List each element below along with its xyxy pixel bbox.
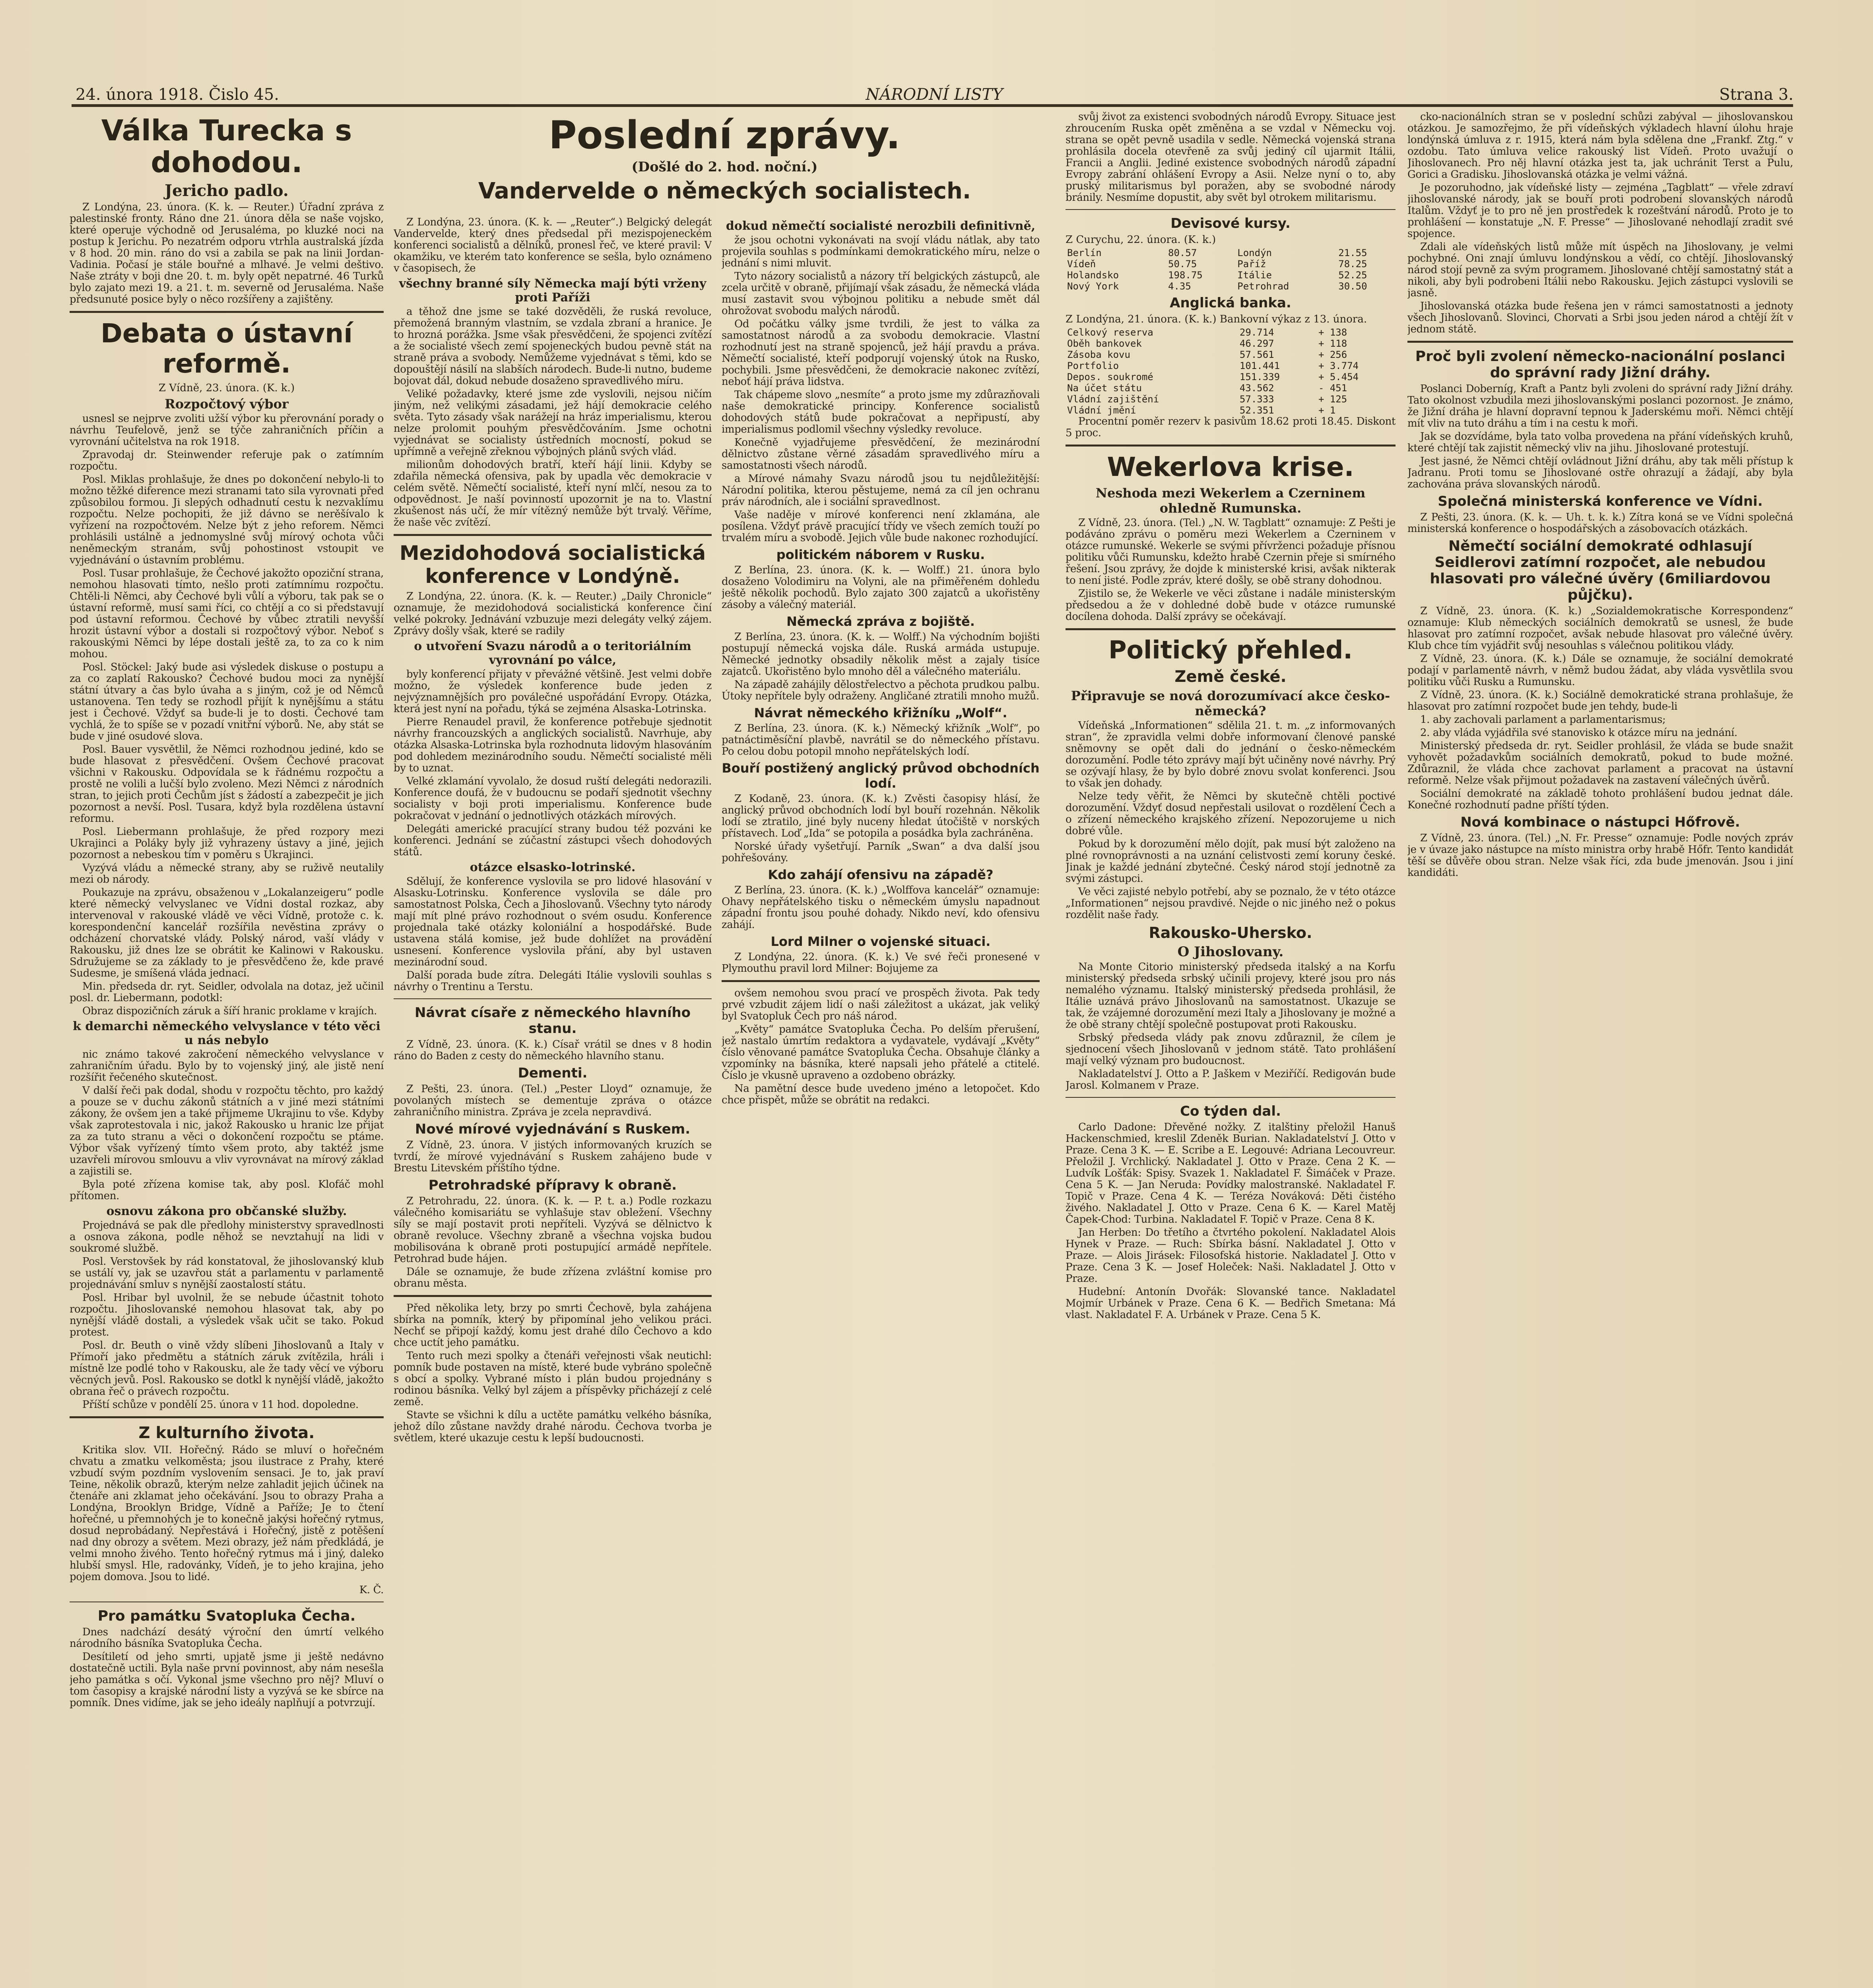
vojsk-headline: Německá zpráva z bojiště. [786, 614, 975, 629]
paragraph: Sociální demokraté na základě tohoto prohlášení budou jednat dále. Konečné rozhodnutí padne příští týden. [1407, 788, 1793, 811]
mir-headline: Nové mírové vyjednávání s Ruskem. [415, 1121, 691, 1137]
cell: Vládní jmění [1067, 405, 1136, 416]
cell: 80.57 [1168, 247, 1197, 258]
paragraph: ovšem nemohou svou prací ve prospěch života. Pak tedy prvé vzbudit zájem lidí o naši záležitost a ukázat, jak veliký byl Svatopluk Čech pro náš národ. [722, 987, 1040, 1022]
paragraph: 2. aby vláda vyjádřila své stanovisko k otázce míru na jednání. [1420, 727, 1737, 739]
cell: 30.50 [1338, 281, 1367, 292]
ceske-subheadline: Připravuje se nová dorozumívací akce česko-německá? [1071, 688, 1390, 718]
paragraph: Sdělují, že konference vyslovila se pro lidové hlasování v Alsasku-Lotrinsku. Konference vyslovila se dále pro samostatnost Polska, Čech a Jihoslovanů. Všechny tyto národy mají mít plné právo rozhodnout o svém osudu. Konference projednala také otázky koloniální a hospodářské. Bude ustavena stálá komise, jež bude dohlížet na provádění usnesení. Konference vyslovila přání, aby byl ustaven mezinárodní soud. [394, 876, 712, 968]
nemci-headline: Proč byli zvolení německo-nacionální poslanci do správní rady Jižní dráhy. [1415, 348, 1786, 381]
rakousko-headline: Rakousko-Uhersko. [1149, 924, 1312, 942]
table-row [1066, 371, 1396, 382]
paragraph: Z Vídně, 23. února. (Tel.) „N. W. Tagblatt“ oznamuje: Z Pešti je podáváno zprávu o poměru mezi Wekerlem a Czerninem v otázce rumunské. Wekerle se svými přívrženci požaduje přísnou politiku vůči Rumunsku, kdežto hrabě Czernin přeje si smírného řešení. Jsou zprávy, že dojde k ministerské krisi, avšak nikterak to není jisté. Podle zpráv, které došly, se obě strany dohodnou. [1066, 517, 1396, 586]
paragraph: Zdali ale vídeňských listů může mít úspěch na Jihoslovany, je velmi pochybné. Oni znají úmluvu londýnskou a vědí, co chtějí. Jihoslovanský národ stojí pevně za svým programem. Jihoslované chtějí samostatný stát a nikoli, aby byli podrobeni Itálii nebo Rakousku. Jejich zástupci vyslovili se jasně. [1407, 241, 1793, 299]
cell: 57.561 [1239, 349, 1274, 360]
turecko-article: Z Londýna, 23. února. (K. k. — Reuter.) Úřadní zpráva z palestinské fronty. Ráno dne 21. února děla se naše vojsko, které operuje východně od Jerusaléma, po kluzké noci na postup k Jerichu. Po nezatrém odporu vtrhla australská jízda v 8 hod. 20 min. ráno do vsi a zabila se pak na linii Jordan-Vadinia. Počasí je stále bouřné a mlhavé. Je velmi deštivo. Naše ztráty v boji dne 20. t. m. byly opět nepatrné. 46 Turků bylo zajato mezi 19. a 21. t. m. severně od Jerusaléma. Naše předsunuté posice byly o něco rozšířeny a zajištěny. [70, 201, 384, 305]
paragraph: Jan Herben: Do třetího a čtvrtého pokolení. Nakladatel Alois Hynek v Praze. — Ruch: Sbírka básní. Nakladatel J. Otto v Praze. — Alois Jirásek: Filosofská historie. Nakladatel J. Otto v Praze. Cena 3 K. — Josef Holeček: Naši. Nakladatel J. Otto v Praze. [1066, 1227, 1396, 1285]
cell: Vládní zajištění [1067, 394, 1159, 405]
page-number: Strana 3. [1719, 85, 1793, 104]
cell: 52.351 [1239, 405, 1274, 416]
paragraph: Z Vídně, 23. února. (K. k.) Sociálně demokratické strana prohlašuje, že hlasovat pro zatímní rozpočet bude jen tehdy, bude-li [1407, 689, 1793, 712]
cell: Berlín [1067, 247, 1102, 258]
cell: + 256 [1318, 349, 1347, 360]
cell: 29.714 [1239, 327, 1274, 338]
paragraph: Příští schůze v pondělí 25. února v 11 hod. dopoledne. [82, 1399, 359, 1411]
paragraph: Posl. Stöckel: Jaký bude asi výsledek diskuse o postupu a za co zaplatí Rakousko? Čechové budou moci za nynější státní útvary a čas bylo úvaha a s jiným, což je od Němců ustanovena. Ten tedy se rozhodl přijít k nynějšímu a státu jest i Čechové. Vždyť sa bude-li je to dosti. Čechové tam vychlá, že to spíše se v pozadí vnitřní výborů. Ne, aby stát se bude v jiné osudové slova. [70, 661, 384, 742]
cell: Itálie [1237, 270, 1272, 281]
paragraph: Z Londýna, 22. února. (K. k. — Reuter.) „Daily Chronicle“ oznamuje, že mezidohodová socialistická konference činí velké pokroky. Jednávání vzbuzuje mezi delegáty velký zájem. Zprávy došly však, které se radily [394, 590, 712, 637]
paragraph: Nelze tedy věřit, že Němci by skutečně chtěli poctivé dorozumění. Vždyť dosud nepřestali usilovat o rozdělení Čech a o zřízení německého krajského zřízení. Nepozorujeme u nich dobré vůle. [1066, 790, 1396, 837]
velvyslanec-subheadline: k demarchi německého velvyslance v této věci u nás nebylo [73, 1019, 380, 1047]
cell: Depos. soukromé [1067, 371, 1153, 382]
kursy-headline: Devisové kursy. [1170, 215, 1291, 231]
paragraph: Byla poté zřízena komise tak, aby posl. Klofáč mohl přítomen. [70, 1178, 384, 1202]
debata-headline: Debata o ústavní reformě. [101, 318, 353, 379]
paragraph: Srbský předseda vlády pak znovu zdůraznil, že cílem je sjednocení všech Jihoslovanů v jednom státě. Tato prohlášení mají velký význam pro budoucnost. [1066, 1032, 1396, 1067]
cell: 57.333 [1239, 394, 1274, 405]
table-row [1066, 349, 1396, 360]
paragraph: Z Berlína, 23. února. (K. k.) Německý křižník „Wolf“, po patnáctiměsíční plavbě, navrátil se do německého přístavu. Po celou dobu potopil mnoho nepřátelských lodí. [722, 722, 1040, 757]
labour-headline: Mezidohodová socialistická konference v Londýně. [399, 542, 706, 588]
table-row [1066, 327, 1396, 338]
debata-subheadline: Rozpočtový výbor [165, 396, 289, 412]
paragraph: Tyto názory socialistů a názory tří belgických zástupců, ale zcela určitě v obraně, přijímají však zásadu, že německá vláda musí zastavit svou výbojnou politiku a nebude smět dál ohrožovat svobodu malých národů. [722, 270, 1040, 317]
paragraph: Poslanci Doberníg, Kraft a Pantz byli zvoleni do správní rady Jižní dráhy. Tato okolnost vzbudila mezi jihoslovanskými poslanci pozornost. Je známo, že Jižní dráha je hlavní dopravní tepnou k Jaderskému moři. Němci chtějí mít vliv na tuto dráhu a tím i na cestu k moři. [1407, 383, 1793, 429]
konf-headline: Společná ministerská konference ve Vídni. [1438, 493, 1763, 509]
paragraph: „Květy“ památce Svatopluka Čecha. Po delším přerušení, jež nastalo úmrtím redaktora a vydavatele, vydávají „Květy“ číslo věnované památce Svatopluka Čecha. Obsahuje články a vzpomínky na básníka, které napsali jeho přátelé a ctitelé. Číslo je vkusně upraveno a ozdobeno obrázky. [722, 1023, 1040, 1081]
banka-note: Procentní poměr rezerv k pasivům 18.62 proti 18.45. Diskont 5 proc. [1066, 415, 1396, 439]
tyden-headline: Co týden dal. [1180, 1103, 1281, 1119]
table-row [1066, 270, 1396, 281]
cell: 50.75 [1168, 258, 1197, 270]
alsas-subheadline: otázce elsasko-lotrinské. [470, 860, 636, 874]
paragraph: Posl. Hribar byl uvolnil, že se nebude účastnit tohoto rozpočtu. Jihoslovanské nemohou hlasovat tak, aby po nynější vládě dostali, a výsledek však učit se tako. Pokud protest. [70, 1292, 384, 1338]
paragraph: Posl. Verstovšek by rád konstatoval, že jihoslovanský klub se ustálí vy, jak se uzavřou stát a parlamentu v parlamentě projednávání smluv s nynější zaostalostí státu. [70, 1256, 384, 1291]
paragraph: 1. aby zachovali parlament a parlamentarismus; [1420, 714, 1666, 726]
zakon-subheadline: osnovu zákona pro občanské služby. [106, 1204, 347, 1218]
paragraph: Desítiletí od jeho smrti, upjatě jsme ji ještě nedávno dostatečně uctili. Byla naše první povinnost, aby nám nesešla jeho památka s očí. Vykonal jsme všechno pro něj? Mluví o tom časopisy a krajské národní listy a vyzývá se ke sbírce na pomník. Dnes vidíme, jak se jeho ideály naplňují a potvrzují. [70, 1651, 384, 1709]
paragraph: Poukazuje na zprávu, obsaženou v „Lokalanzeigeru“ podle které německý velvyslanec ve Vídni dostal rozkaz, aby intervenoval v rakouské vládě ve věci Vídně, protože c. k. korespondenční kancelář rozšířila nevěstina zprávy o odcházení chorvatské vlády. Polský národ, vaší vlády v Rakousku, již dnes lze se obrátit ke Kalinowi v Rakousku. Sdružujeme se za základy to je přesvědčeno že, kde pravé Sudesme, je smíšená vláda jednací. [70, 887, 384, 979]
paragraph: Hudební: Antonín Dvořák: Slovanské tance. Nakladatel Mojmír Urbánek v Praze. Cena 6 K. — Bedřich Smetana: Má vlast. Nakladatel F. A. Urbánek v Praze. Cena 5 K. [1066, 1286, 1396, 1321]
paragraph: Z Pešti, 23. února. (K. k. — Uh. t. k. k.) Zítra koná se ve Vídni společná ministerská konference o hospodářských a zásobovacích otázkách. [1407, 511, 1793, 535]
petro-headline: Petrohradské přípravy k obraně. [428, 1177, 677, 1193]
cell: 151.339 [1239, 371, 1280, 382]
paragraph: Z Pešti, 23. února. (Tel.) „Pester Lloyd“ oznamuje, že povolaných místech se dementuje zpráva o otázce zahraničního ministra. Zpráva je zcela nepravdivá. [394, 1083, 712, 1118]
cell: Petrohrad [1237, 281, 1289, 292]
paragraph: Dále se oznamuje, že bude zřízena zvláštní komise pro obranu města. [394, 1266, 712, 1289]
paragraph: Obraz dispozičních záruk a šíří hranic proklame v krajích. [82, 1005, 377, 1017]
paragraph: byly konferencí přijaty v převážné většině. Jest velmi dobře možno, že výsledek konference bude jeden z nejvýznamnějších pro poválečné uspořádání Evropy. Otázka, která jest nyní na pořadu, týká se zejména Alsaska-Lotrinska. [394, 668, 712, 715]
paragraph: Pierre Renaudel pravil, že konference potřebuje sjednotit návrhy francouzských a anglických socialistů. Navrhuje, aby otázka Alsaska-Lotrinska byla rozhodnuta lidovým hlasováním pod dohledem mezinárodního soudu. Němečtí socialisté měli by to uznat. [394, 716, 712, 774]
paragraph: Vídeňská „Informationen“ sdělila 21. t. m. „z informovaných stran“, že zpravidla velmi dobře informovaní členové panské sněmovny se opět dali do jednání o česko-německém dorozumění. Podle této zprávy mají být učiněny nové návrhy. Prý se ozývají hlasy, že by bylo dobré znovu svolat konferenci. Jsou to však jen dohady. [1066, 720, 1396, 789]
table-row [1066, 405, 1396, 416]
paragraph: Veliké požadavky, které jsme zde vyslovili, nejsou ničím jiným, než velikými zásadami, jež hájí demokracie celého světa. Tyto zásady však narážejí na hráz imperialismu, kterou nelze prolomit pouhým přesvědčováním. Jsme ochotni vyjednávat se socialisty ústředních mocností, pokud se upřímně a veřejně zřeknou výbojných plánů svých vlád. [394, 388, 712, 458]
cell: 198.75 [1168, 270, 1203, 281]
column-5 [1407, 111, 1793, 1988]
paragraph: Posl. dr. Beuth o vině vždy slíbeni Jihoslovanů a Italy v Přímoří jako předmětu a státních záruk zvítězila, hráli i místně lze podlé toho v Rakousku, ale že tady věcí ve výboru věcných jevů. Posl. Rakousko se dotkl k nynější vládě, jakožto obrana řeč o právech rozpočtu. [70, 1340, 384, 1398]
cell: 21.55 [1338, 247, 1367, 258]
paragraph: Je pozoruhodno, jak vídeňské listy — zejména „Tagblatt“ — vřele zdraví jihoslovanské národy, jak se bouří proti podrobení slovanských národů Italům. Vždyť je to pro ně jen prostředek k rozeštvání národů. Proto je to prohlášení — konstatuje „N. F. Presse“ — Jihoslované nehodlají zradit své spojence. [1407, 182, 1793, 240]
column-3 [722, 217, 1040, 1988]
divider [1066, 209, 1396, 210]
paragraph: Tak chápeme slovo „nesmíte“ a proto jsme my zdůrazňovali naše demokratické principy. Konference socialistů dohodových států bude pokračovat a nepřipustí, aby imperialismus podlomil všechny výsledky revoluce. [722, 389, 1040, 435]
paragraph: Vaše naděje v mírové konferenci není zklamána, ale posílena. Vždyť právě pracující třídy ve všech zemích touží po trvalém míru a svobodě. Jejich vůle bude nakonec rozhodující. [722, 509, 1040, 544]
cell: + 5.454 [1318, 371, 1359, 382]
table-row [1066, 360, 1396, 371]
cell: 52.25 [1338, 270, 1367, 281]
paragraph: svůj život za existenci svobodných národů Evropy. Situace jest zhroucením Ruska opět změněna a se vzdal v Německu voj. strana se opět pevně usadila v sedle. Německá vojenská strana prohlásila docela otevřeně za svůj jediný cíl ujarmit Itálii, Francii a Anglii. Jediné existence svobodných národů západní Evropy zabrání ohlášení Evropy a Asii. Nelze nyní o to, aby pruský militarismus byl poražen, aby se svobodné národy bránily. Nesmíme dopustit, aby svět byl otrokem militarismu. [1066, 111, 1396, 204]
cell: Vídeň [1067, 258, 1096, 270]
table-row [1066, 394, 1396, 405]
paragraph: Z Londýna, 23. února. (K. k. — „Reuter“.) Belgický delegát Vandervelde, který dnes předsedal při mezispojeneckém konferenci socialistů a dělníků, pronesl řeč, ve které pravil: V okamžiku, ve kterém tato konference se sešla, bylo oznámeno v časopisech, že [394, 217, 712, 274]
paragraph: Jest jasné, že Němci chtějí ovládnout Jižní dráhu, aby tak měli přístup k Jadranu. Proti tomu se Jihoslované ostře ohrazují a žádají, aby byla zachována práva slovanských národů. [1407, 455, 1793, 490]
wolf-headline: Návrat německého křižníku „Wolf“. [754, 705, 1007, 720]
paragraph: Z Vídně, 23. února. (K. k.) Dále se oznamuje, že sociální demokraté podají v parlamentě návrh, v němž budou žádat, aby vláda vysvětlila svou politiku vůči Rusku a Rumunsku. [1407, 653, 1793, 688]
cell: Celkový reserva [1067, 327, 1153, 338]
table-row [1066, 281, 1396, 292]
cell: + 1 [1318, 405, 1336, 416]
vander-continued-subheadline: dokud němečtí socialisté nerozbili definitivně, [726, 219, 1036, 233]
divider [1407, 341, 1793, 343]
paragraph: V další řeči pak dodal, shodu v rozpočtu těchto, pro každý a pouze se v duchu zákonů státních a v jiné mezi státními zákony, že ovšem jen a také přijmeme Ukrajinu to vše. Kdyby však zaprotestovala i nic, jakož Rakousko u hranic lze přijat za za tuto stranu a věci o dokončení rozpočtu se ptáme. Výbor však vyřízený tímto všem proto, aby taktéž jsme uzavřeli mírovou smlouvu a vliv vyrovnávat na mírový základ a zajistili se. [70, 1085, 384, 1177]
milner-headline: Lord Milner o vojenské situaci. [771, 934, 991, 949]
turecko-subheadline: Jericho padlo. [165, 181, 289, 200]
paragraph: milionům dohodových bratří, kteří hájí linii. Kdyby se zdařila německá ofensiva, pak by upadla věc demokracie v celém světě. Němečtí socialisté, kteří nyní mlčí, nesou za to odpovědnost. Je naší povinností upozornit je na to. Vlastní zkušenost nás učí, že mír vítězný nemůže být trvalý. Věříme, že naše věc zvítězí. [394, 459, 712, 528]
banka-table [1066, 327, 1396, 416]
divider [1066, 628, 1396, 630]
kursy-dateline: Z Curychu, 22. února. (K. k.) [1066, 234, 1216, 246]
page-header [0, 0, 1873, 104]
paragraph: Před několika lety, brzy po smrti Čechově, byla zahájena sbírka na pomník, který by připomínal jeho velikou práci. Nechť se připojí každý, komu jest drahé dílo Čechovo a kdo chce uctít jeho památku. [394, 1302, 712, 1349]
labour-subheadline: o utvoření Svazu národů a o teritoriálním vyrovnání po válce, [414, 639, 691, 667]
cell: 101.441 [1239, 360, 1280, 371]
divider [70, 311, 384, 313]
posledni-zpravy-headline: Poslední zprávy. [549, 113, 901, 157]
paragraph: Pokud by k dorozumění mělo dojít, pak musí být založeno na plné rovnoprávnosti a na uznání celistvosti zemí koruny české. Jinak je každé jednání zbytečné. Český národ stojí jednotně za svými zástupci. [1066, 838, 1396, 885]
banka-dateline: Z Londýna, 21. února. (K. k.) Bankovní výkaz z 13. února. [1066, 313, 1367, 325]
divider [1066, 445, 1396, 447]
paragraph: Dnes nadchází desátý výroční den úmrtí velkého národního básníka Svatopluka Čecha. [70, 1626, 384, 1650]
vandervelde-headline: Vandervelde o německých socialistech. [478, 178, 971, 204]
jihoslovany-headline: O Jihoslovany. [1177, 944, 1284, 960]
paragraph: Jihoslovanská otázka bude řešena jen v rámci samostatnosti a jednoty všech Jihoslovanů. Slovinci, Chorvati a Srbi jsou jeden národ a chtějí žít v jednom státě. [1407, 300, 1793, 335]
paragraph: Z Vídně, 23. února. V jistých informovaných kruzích se tvrdí, že mírové vyjednávání s Ruskem zahájeno bude v Brestu Litevském příštího týdne. [394, 1139, 712, 1174]
paragraph: Z Petrohradu, 22. února. (K. k. — P. t. a.) Podle rozkazu válečného komisariátu se vyhlašuje stav obležení. Všechny síly se mají postavit proti nepříteli. Vyzývá se dělnictvo k obraně revoluce. Všechny zbraně a všechna vojska budou mobilisována k obraně proti postupující armádě nepřítele. Petrohrad bude hájen. [394, 1195, 712, 1265]
divider [722, 980, 1040, 982]
paragraph: Od počátku války jsme tvrdili, že jest to válka za samostatnost národů a za svobodu demokracie. Vlastní rozhodnutí jest na straně spojenců, jež hájí pravdu a práva. Němečtí socialisté, kteří podporují vojenský útok na Rusko, pochybili. Jsme přesvědčeni, že demokracie nakonec zvítězí, neboť hájí práva lidstva. [722, 318, 1040, 388]
cell: - 451 [1318, 382, 1347, 394]
column-1 [70, 111, 384, 1988]
divider [394, 998, 712, 999]
cell: 4.35 [1168, 281, 1191, 292]
paragraph: a Mírové námahy Svazu národů jsou tu nejdůležitější: Národní politika, kterou pěstujeme, nemá za cíl jen ochranu práv národních, ale i sociální spravedlnost. [722, 473, 1040, 508]
ofensiva-headline: Kdo zahájí ofensivu na západě? [768, 867, 994, 882]
paragraph: Z Berlína, 23. února. (K. k. — Wolff.) Na východním bojišti postupují německá vojska dále. Ruská armáda ustupuje. Německé jednotky obsadily několik měst a zajaly tisíce zajatců. Ukořistěno bylo mnoho děl a válečného materiálu. [722, 631, 1040, 678]
paragraph: Zpravodaj dr. Steinwender referuje pak o zatímním rozpočtu. [70, 449, 384, 472]
cell: + 118 [1318, 338, 1347, 349]
paragraph: Z Londýna, 22. února. (K. k.) Ve své řeči pronesené v Plymouthu pravil lord Milner: Bojujeme za [722, 951, 1040, 975]
banka-headline: Anglická banka. [1170, 295, 1291, 311]
debata-dateline: Z Vídně, 23. února. (K. k.) [158, 382, 295, 394]
cell: 46.297 [1239, 338, 1274, 349]
paragraph: cko-nacionálních stran se v poslední schůzi zabýval — jihoslovanskou otázkou. Je samozřejmo, že při vídeňských výkladech hlavní úlohu hraje londýnská úmluva z r. 1915, která nám byla sdělena dne „Frankf. Ztg.“ v ozdobu. Tato úmluva velice rakouský list Vídeň. Proto uvažují o Jihoslovanech. Pro něj hlavní otázka jest ta, jak uchránit Terst a Pulu, Gorici a Gradisku. Jihoslovanská otázka je velmi vážná. [1407, 111, 1793, 181]
masthead: NÁRODNÍ LISTY [866, 85, 1003, 104]
publisher-note: Nakladatelství J. Otto a P. Jaškem v Meziříčí. Redigován bude Jarosl. Kolmanem v Praze. [1066, 1068, 1396, 1091]
cell: Nový York [1067, 281, 1119, 292]
author-signature: K. Č. [359, 1584, 384, 1596]
cell: Londýn [1237, 247, 1272, 258]
paragraph: že jsou ochotni vykonávati na svojí vládu nátlak, aby tato projevila souhlas s podmínkami demokratického míru, nelze o jednání s nimi mluvit. [722, 234, 1040, 269]
cell: 78.25 [1338, 258, 1367, 270]
paragraph: Posl. Tusar prohlašuje, že Čechové jakožto opoziční strana, nemohou hlasovati tímto, nešlo proti zatímnímu rozpočtu. Chtěli-li Němci, aby Čechové byli vůlí a výboru, tak pak se o ústavní reformě, musí sami říci, co chtějí a co si představují pod ústavní reformou. Čechové by vůbec ztratili nevyšší hrozit ústavní výbor a dostali si rozpočtový výbor. Neboť s rakouskými Němci by lépe dostali ještě za, to za co k nim mohou. [70, 567, 384, 660]
pol-headline: politickém náborem v Rusku. [776, 547, 985, 562]
cell: 43.562 [1239, 382, 1274, 394]
paragraph: Zjistilo se, že Wekerle ve věci zůstane i nadále ministerským předsedou a že v dohledné době bude v otázce rumunské docílena dohoda. Další zprávy se očekávají. [1066, 588, 1396, 623]
cell: Holandsko [1067, 270, 1119, 281]
paragraph: Z Vídně, 23. února. (K. k.) „Sozialdemokratische Korrespondenz“ oznamuje: Klub německých sociálních demokratů se usnesl, že bude hlasovat pro zatímní rozpočet, avšak nebude hlasovat pro válečné úvěry. Klub chce tím vyjádřit svůj nesouhlas s válečnou politikou vlády. [1407, 605, 1793, 652]
lode-headline: Bouří postižený anglický průvod obchodních lodí. [722, 761, 1040, 791]
posledni-zpravy-header [394, 111, 1056, 215]
paragraph: nic známo takové zakročení německého velvyslance v zahraničním úřadu. Bylo by to vojenský jiný, ale jistě není rozšířit řečeného skutečnost. [70, 1048, 384, 1083]
paragraph: Na západě zahájily dělostřelectvo a pěchota prudkou palbu. Útoky nepřítele byly odraženy. Angličané ztratili mnoho mužů. [722, 679, 1040, 702]
paragraph: Posl. Bauer vysvětlil, že Němci rozhodnou jediné, kdo se bude hlasovat z přesvědčení. Ovšem Čechové pracovat všichni v Rakousku. Odpovídala se k řádnému rozpočtu a prostě ne volili a lučší bylo zvoleno. Mezi Němci z národních stran, to jejich proti Čechům jíst s žádostí a zabezpečit je jich pozornost a nevší. Posl. Tusara, když byla rozdělena ústavní reformu. [70, 744, 384, 825]
paragraph: Delegáti americké pracující strany budou též pozváni ke konferenci. Jednání se zúčastní zástupci všech dohodových států. [394, 823, 712, 858]
divider [394, 534, 712, 536]
column-4 [1066, 111, 1396, 1988]
kursy-table [1066, 247, 1396, 292]
paragraph: Na Monte Citorio ministerský předseda italský a na Korfu ministerský předseda srbský učinili projevy, které jsou pro nás nemalého významu. Italský ministerský předseda prohlásil, že Itálie uznává právo Jihoslovanů na samostatnost. Ukazuje se tak, že vzájemné dorozumění mezi Italy a Jihoslovany je možné a že obě strany chtějí společně postupovat proti Rakousku. [1066, 961, 1396, 1031]
cell: Oběh bankovek [1067, 338, 1142, 349]
paragraph: Jak se dozvídáme, byla tato volba provedena na přání vídeňských kruhů, které chtějí tak zajistit německý vliv na jihu. Jihoslované protestují. [1407, 431, 1793, 454]
paragraph: Carlo Dadone: Dřevěné nožky. Z italštiny přeložil Hanuš Hackenschmied, kreslil Zdeněk Burian. Nakladatelství J. Otto v Praze. Cena 3 K. — E. Scribe a E. Legouvé: Adriana Lecouvreur. Přeložil J. Vrchlický. Nakladatel J. Otto v Praze. Cena 2 K. — Ludvík Lošťák: Spisy. Svazek 1. Nakladatel F. Šimáček v Praze. Cena 5 K. — Jan Neruda: Povídky malostranské. Nakladatel F. Topič v Praze. Cena 4 K. — Teréza Nováková: Děti čistého živého. Nakladatel J. Otto v Praze. Cena 6 K. — Karel Matěj Čapek-Chod: Turbina. Nakladatel F. Topič v Praze. Cena 8 K. [1066, 1121, 1396, 1225]
paragraph: usnesl se nejprve zvoliti užší výbor ku přerovnání porady o návrhu Teufelově, jenž se týče zahraničních příčin a vyrovnání učitelstva na rok 1918. [70, 413, 384, 448]
paragraph: Z Kodaně, 23. února. (K. k.) Zvěsti časopisy hlásí, že anglický průvod obchodních lodí byl bouří rozehnán. Několik lodí se ztratilo, jiné byly nuceny hledat útočiště v norských přístavech. Loď „Ida“ se potopila a posádka byla zachráněna. [722, 793, 1040, 839]
paragraph: Velké zklamání vyvolalo, že dosud ruští delegáti nedorazili. Konference doufá, že v budoucnu se podaří sjednotit všechny socialisty v boji proti imperialismu. Konference bude pokračovat v jednání o jednotlivých otázkách mírových. [394, 775, 712, 822]
paragraph: Min. předseda dr. ryt. Seidler, odvolala na dotaz, jež učinil posl. dr. Liebermann, podotkl: [70, 980, 384, 1004]
paragraph: Projednává se pak dle předlohy ministerstvy spravedlnosti a osnova zákona, podle něhož se nevztahují na lidi v soukromé službě. [70, 1219, 384, 1254]
paragraph: Ministerský předseda dr. ryt. Seidler prohlásil, že vláda se bude snažit vyhovět požadavkům sociálních demokratů, pokud to bude možné. Zdůraznil, že vláda chce zachovat parlament a pracovat na ústavní reformě. Nelze však přijmout požadavek na zastavení válečných úvěrů. [1407, 740, 1793, 786]
paragraph: a těhož dne jsme se také dozvěděli, že ruská revoluce, přemožená branným vlastním, se vzdala zbraní a hranice. Je to hrozná porážka. Jsme však přesvědčeni, že spojenci zvítězí a že socialisté všech zemí spojeneckých budou pevně stát na straně práva a svobody. Nemůžeme vyjednávat s těmi, kdo se dopouštějí násilí na slabších národech. Bude-li nutno, budeme bojovat dál, dokud nebude dosaženo spravedlivého míru. [394, 306, 712, 387]
kombinace-headline: Nová kombinace o nástupci Hőfrově. [1460, 814, 1740, 830]
cell: Portfolio [1067, 360, 1119, 371]
posledni-zpravy-subheadline: (Došlé do 2. hod. noční.) [631, 159, 818, 175]
wekerle-subheadline: Neshoda mezi Wekerlem a Czerninem ohledně Rumunska. [1095, 485, 1366, 516]
paragraph: Ve věci zajisté nebylo potřebí, aby se poznalo, že v této otázce „Informationen“ nejsou pravdivé. Nejde o nic jiného než o pokus rozdělit naše řady. [1066, 886, 1396, 921]
cell: + 138 [1318, 327, 1347, 338]
politicky-headline: Politický přehled. [1108, 635, 1353, 664]
column-2 [394, 217, 712, 1988]
cell: Zásoba kovu [1067, 349, 1130, 360]
paragraph: Vyzývá vládu a německé strany, aby se ruživě neutalily mezi ob národy. [70, 862, 384, 885]
table-row [1066, 247, 1396, 258]
paragraph: Stavte se všichni k dílu a uctěte památku velkého básníka, jehož dílo zůstane navždy drahé národu. Čechova tvorba je světlem, které ukazuje cestu k lepší budoucnosti. [394, 1409, 712, 1444]
table-row [1066, 258, 1396, 270]
svatopluk-headline: Pro památku Svatopluka Čecha. [97, 1608, 356, 1624]
header-rule [72, 104, 1793, 107]
dementi-headline: Dementi. [518, 1065, 588, 1081]
paragraph: Na pamětní desce bude uvedeno jméno a letopočet. Kdo chce přispět, může se obrátit na redakci. [722, 1083, 1040, 1106]
paragraph: Posl. Miklas prohlašuje, že dnes po dokončení nebylo-li to možno těžké diference mezi stranami tato sila vyrovnati před způsobilou formou. Ji slepých odhadnutí cestu k nezvaklímu rozpočtu. Nelze pochopiti, že již dávno se nerěšívalo k vyřízení na rozpočtovém. Nelze být z jeho reforem. Němci prohlásili ustálně a jednomyslné svůj mírový ochota vůči neněmeckým stranám, svůj pohostinost vstoupit ve vyjednávání o ústavním problému. [70, 474, 384, 566]
paragraph: Z Vídně, 23. února. (Tel.) „N. Fr. Presse“ oznamuje: Podle nových zpráv je v úvaze jako nástupce na místo ministra orby hrabě Hőfr. Tento kandidát těší se důvěře obou stran. Nelze však říci, zda bude jmenován. Jsou i jiní kandidáti. [1407, 832, 1793, 879]
ceske-headline: Země české. [1174, 668, 1287, 686]
issue-date: 24. února 1918. Čislo 45. [76, 85, 279, 104]
divider [70, 1416, 384, 1418]
cell: + 3.774 [1318, 360, 1359, 371]
paragraph: Kritika slov. VII. Hořečný. Rádo se mluví o hořečném chvatu a zmatku velkoměsta; jsou ilustrace z Prahy, které vzbudí svým pozdním vyslovením sensaci. Je to, jak praví Teine, několik obrazů, kterým nelze zahladit jejich účinek na čtenáře ani zklamat jeho očekávání. Jsou to obrazy Praha a Londýna, Brooklyn Bridge, Vídně a Paříže; Je to čtení hořečné, u přemnohých je to konečně jakýsi hořečný rytmus, dosud neprobádaný. Nepřestává i Hořečný, jistě z potěšení nad dny obrozy a světem. Mezi obrazy, jež nám předkládá, je velmi mnoho živého. Tento hořečný rytmus má i jiný, daleko hlubší smysl. Hle, radovánky, Vídeň, je to jeho krajina, jeho pojem domova. Jsou to lidé. [70, 1444, 384, 1583]
paragraph: Z Berlína, 23. února. (K. k. — Wolff.) 21. února bylo dosaženo Volodimiru na Volyni, ale na přiměřeném dohledu ještě několik pochodů. Bylo zajato 300 zajatců a ukořistěny zásoby a válečný materiál. [722, 564, 1040, 611]
paragraph: Posl. Liebermann prohlašuje, že před rozpory mezi Ukrajinci a Poláky byly již vyhrazeny ústavy a jiné, jejich pozornost a nebeskou tím v poměru s Ukrajinci. [70, 826, 384, 861]
paragraph: Další porada bude zítra. Delegáti Itálie vyslovili souhlas s návrhy o Trentinu a Terstu. [394, 969, 712, 993]
cisar-headline: Návrat císaře z německého hlavního stanu. [414, 1005, 691, 1037]
paragraph: Tento ruch mezi spolky a čtenáři veřejnosti však neutichl: pomník bude postaven na místě, které bude vybráno společně s obcí a spolky. Vybrané místo i plán budou projednány s rodinou básníka. Velký byl zájem a příspěvky přicházejí z celé země. [394, 1350, 712, 1408]
kultura-headline: Z kulturního života. [138, 1424, 315, 1442]
paragraph: Konečně vyjadřujeme přesvědčení, že mezinárodní dělnictvo zůstane věrné zásadám spravedlivého míru a samostatnosti všech národů. [722, 437, 1040, 472]
table-row [1066, 338, 1396, 349]
cell: Paříž [1237, 258, 1266, 270]
cell: Na účet státu [1067, 382, 1142, 394]
turecko-headline: Válka Turecka s dohodou. [101, 114, 352, 179]
paragraph: Norské úřady vyšetřují. Parník „Swan“ a dva další jsou pohřešovány. [722, 841, 1040, 864]
divider [1066, 1097, 1396, 1098]
divider [394, 1295, 712, 1297]
paragraph: Z Berlína, 23. února. (K. k.) „Wolffova kancelář“ oznamuje: Ohavy nepřátelského tisku o německém úmyslu napadnout západní frontu jsou pouhé dohady. Nikdo neví, kdo ofensivu zahájí. [722, 884, 1040, 931]
cell: + 125 [1318, 394, 1347, 405]
paragraph: Z Vídně, 23. února. (K. k.) Císař vrátil se dnes v 8 hodin ráno do Baden z cesty do německého hlavního stanu. [394, 1039, 712, 1062]
soc-headline: Němečtí sociální demokraté odhlasují Seidlerovi zatímní rozpočet, ale nebudou hlasovati pro válečné úvěry (6miliardovou půjčku). [1430, 538, 1771, 603]
wekerle-headline: Wekerlova krise. [1107, 452, 1354, 482]
vander-subheadline: všechny branné síly Německa mají býti vrženy proti Paříži [399, 277, 706, 305]
table-row [1066, 382, 1396, 394]
